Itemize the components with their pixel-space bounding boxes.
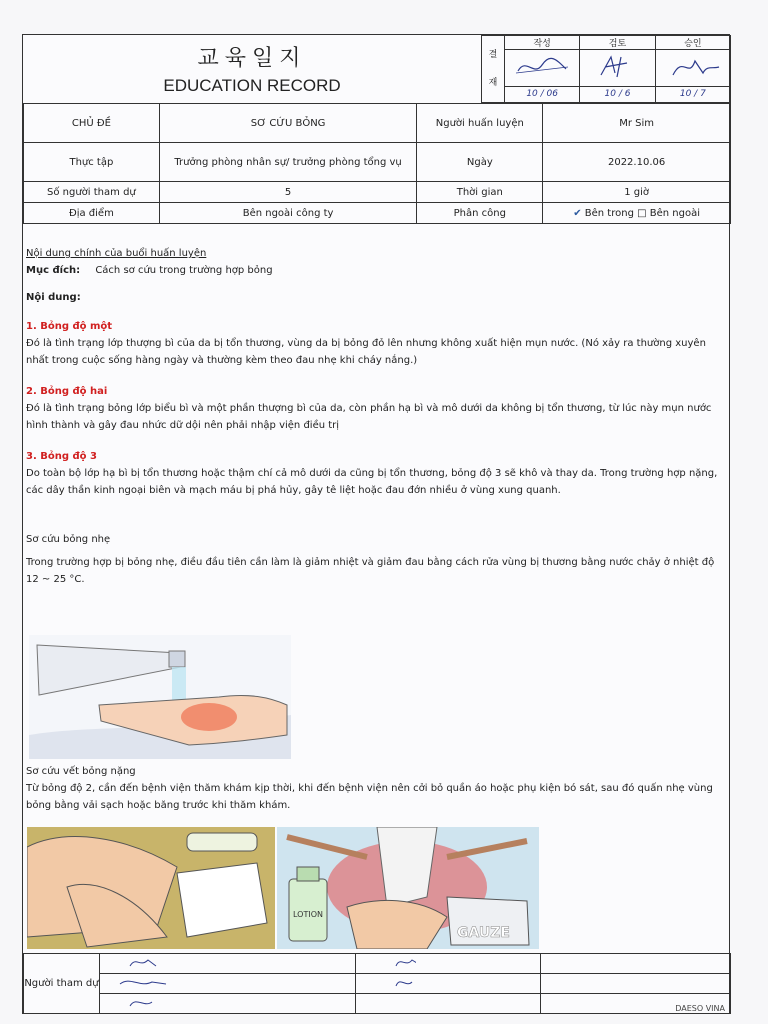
attendee-sign-1	[99, 954, 355, 974]
location-label: Địa điểm	[24, 203, 160, 224]
attendee-signature-4	[356, 974, 416, 990]
approval-col-approve: 승인	[655, 36, 730, 50]
checkbox-empty-icon[interactable]: □	[637, 207, 647, 219]
attendee-signature-2	[356, 954, 416, 970]
practice-value: Trưởng phòng nhân sự/ trưởng phòng tổng vụ	[159, 143, 417, 182]
attendee-signature-1	[100, 954, 160, 970]
light-burn-text: Trong trường hợp bị bỏng nhẹ, điều đầu tiên cần làm là giảm nhiệt và giảm đau bằng cách rửa vùng bị thương bằng nước chảy ở nhiệt độ 12 ~ 25 °C.	[26, 557, 715, 585]
attendee-signature-3	[100, 974, 180, 990]
approval-date-review: 10 / 6	[580, 86, 655, 102]
attendees-value: 5	[159, 182, 417, 203]
date-value: 2022.10.06	[543, 143, 731, 182]
bandage-illustration	[277, 827, 539, 949]
purpose-line	[26, 262, 726, 279]
purpose-value: Cách sơ cứu trong trường hợp bỏng	[95, 265, 273, 276]
time-value: 1 giờ	[543, 182, 731, 203]
lotion-label: LOTION	[293, 910, 323, 919]
light-burn-title: Sơ cứu bỏng nhẹ	[26, 534, 111, 545]
content-label: Nội dung:	[26, 292, 81, 303]
location-value: Bên ngoài công ty	[159, 203, 417, 224]
purpose-label: Mục đích:	[26, 265, 81, 276]
signature-approver	[655, 50, 730, 87]
content-heading: Nội dung chính của buổi huấn luyện	[26, 248, 207, 259]
section-3-text: Do toàn bộ lớp hạ bì bị tổn thương hoặc thậm chí cả mô dưới da cũng bị tổn thương, bỏng độ 3 sẽ khô và thay da. Trong trường hợp nặng, các dây thần kinh ngoại biên và mạch máu bị phá hủy, gây tê liệt hoặc đau đớn nhiều ở vùng xung quanh.	[26, 468, 718, 496]
info-table	[23, 103, 731, 224]
approval-box	[481, 35, 731, 103]
signature-reviewer-mark	[587, 51, 647, 81]
brand-mark: DAESO VINA	[675, 1004, 725, 1013]
approval-date-approve: 10 / 7	[655, 86, 730, 102]
title-english: EDUCATION RECORD	[163, 76, 341, 95]
attendee-sign-empty-1	[541, 954, 731, 974]
assign-value	[543, 203, 731, 224]
heavy-burn-title: Sơ cứu vết bỏng nặng	[26, 766, 136, 777]
attendees-signature-table	[23, 953, 731, 1013]
approval-date-write: 10 / 06	[505, 86, 580, 102]
signature-reviewer	[580, 50, 655, 87]
attendee-sign-empty-3	[355, 994, 541, 1014]
approval-label-bottom: 재	[488, 78, 498, 88]
gauze-label: GAUZE	[457, 925, 510, 941]
practice-label: Thực tập	[24, 143, 160, 182]
topic-label: CHỦ ĐỀ	[24, 104, 160, 143]
attendee-signature-5	[100, 994, 180, 1010]
title-korean: 교육일지	[197, 46, 307, 71]
assign-label: Phân công	[417, 203, 543, 224]
content-section	[26, 245, 726, 588]
time-label: Thời gian	[417, 182, 543, 203]
approval-label	[482, 36, 505, 103]
attendee-sign-3	[99, 974, 355, 994]
signature-writer	[505, 50, 580, 87]
section-1-title: 1. Bỏng độ một	[26, 321, 113, 332]
gauze-illustration	[27, 827, 275, 949]
section-2-text: Đó là tình trạng bỏng lớp biểu bì và một phần thượng bì của da, còn phần hạ bì và mô dưới da không bị tổn thương, từ lúc này mụn nước hình thành và gây đau nhức dữ dội nên phải nhập viện điều trị	[26, 403, 712, 431]
section-3-title: 3. Bỏng độ 3	[26, 451, 97, 462]
approval-col-review: 검토	[580, 36, 655, 50]
attendee-sign-5	[99, 994, 355, 1014]
heavy-burn-text: Từ bỏng độ 2, cần đến bệnh viện thăm khám kịp thời, khi đến bệnh viện nên cởi bỏ quần áo hoặc phụ kiện bó sát, sau đó quấn nhẹ vùng bỏng bằng vải sạch hoặc băng trước khi thăm khám.	[26, 783, 713, 811]
topic-value: SƠ CỨU BỎNG	[159, 104, 417, 143]
date-label: Ngày	[417, 143, 543, 182]
trainer-label: Người huấn luyện	[417, 104, 543, 143]
approval-label-top: 결	[488, 50, 498, 60]
signature-writer-mark	[512, 51, 572, 81]
rinse-burn-illustration	[29, 635, 291, 759]
approval-col-write: 작성	[505, 36, 580, 50]
title-block	[23, 35, 482, 103]
education-record-page	[22, 34, 730, 1014]
section-1-text: Đó là tình trạng lớp thượng bì của da bị tổn thương, vùng da bị bỏng đỏ lên nhưng không xuất hiện mụn nước. (Nó xảy ra thường xuyên nhất trong cuộc sống hàng ngày và thường kèm theo đau nhẹ khi cháy nắng.)	[26, 338, 706, 366]
attendee-sign-empty-2	[541, 974, 731, 994]
assign-outside: Bên ngoài	[649, 207, 701, 219]
check-icon[interactable]: ✔	[573, 207, 582, 219]
attendee-sign-4	[355, 974, 541, 994]
attendee-sign-2	[355, 954, 541, 974]
signature-approver-mark	[663, 51, 723, 81]
trainer-value: Mr Sim	[543, 104, 731, 143]
attendees-label: Số người tham dự	[24, 182, 160, 203]
attendees-footer-label: Người tham dự	[24, 954, 100, 1014]
section-2-title: 2. Bỏng độ hai	[26, 386, 108, 397]
heavy-burn-section	[26, 763, 726, 814]
assign-inside: Bên trong	[584, 207, 634, 219]
